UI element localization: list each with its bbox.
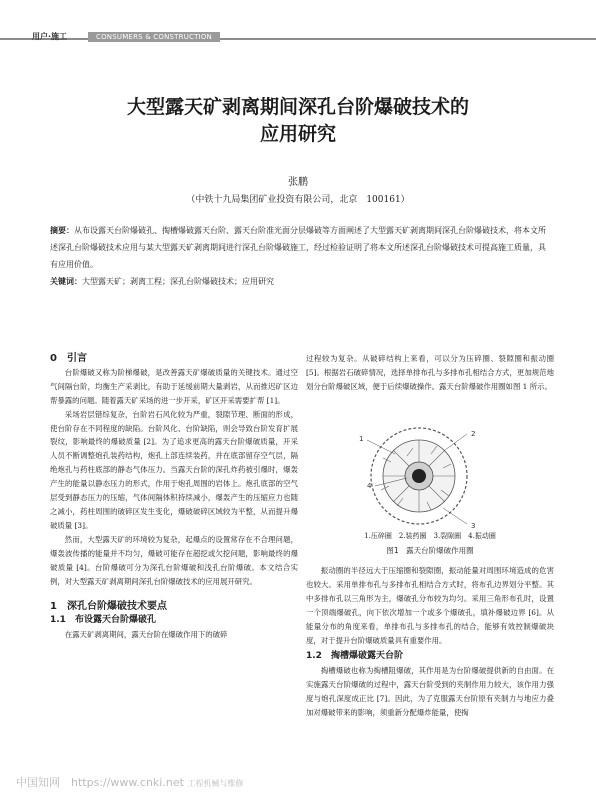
paragraph: 过程较为复杂。从破碎结构上来看，可以分为压碎圈、裂隙圈和振动圈 [5]。根据岩石破碎情况，选择单排布孔与多排布孔相结合方式，更加规范地划分台阶爆破区域，便于后续爆破操作。露天台阶爆破作用圈如图 1 所示。 [306,354,554,391]
author: 张鹏 [288,177,308,188]
section-1-1-heading: 1.1 布设露天台阶爆破孔 [50,615,156,626]
figure-caption: 图1 露天台阶爆破作用圈 [386,546,474,555]
left-column [50,352,298,642]
keywords-text: 大型露天矿；剥离工程；深孔台阶爆破技术；应用研究 [82,277,274,286]
page-header [0,0,596,50]
figure-label-3: 3 [471,522,476,530]
keywords-label: 关键词： [50,277,82,286]
section-1-2-heading: 1.2 掏槽爆破露天台阶 [306,651,403,662]
affiliation: （中铁十九局集团矿业投资有限公司，北京 100161） [186,195,410,205]
figure-drawing [367,428,467,524]
right-column-top [306,352,554,394]
section-1-heading: 1 深孔台阶爆破技术要点 [50,601,167,613]
paper-title-line2: 应用研究 [259,123,336,145]
journal-name: 工程机械与维修 [187,779,244,788]
figure-label-4: 4 [367,482,372,490]
paragraph: 采场岩层错综复杂，台阶岩石风化较为严重，裂隙节理、断面的形成，使台阶存在不同程度的缺陷。台阶风化、台阶缺陷，则会导致台阶发育扩展裂纹，影响最终的爆破质量 [2]。为了追求更高的露天台阶爆破质量，开采人员不断调整炮孔装药结构，炮孔上部连续装药，并在底部留存空气层，隔绝炮孔与药柱底部的静态气体压力。当露天台阶的深孔炸药被引爆时，爆轰产生的能量以静态压力的形式，作用于炮孔周围的岩体上。炮孔底部的空气层受到静态压力的压缩，气体间隔体积持续减小，爆轰产生的压缩应力也随之减小，药柱周围的破碎区发生变化，爆破破碎区域较为平整，从而提升爆破质量 [3]。 [50,409,298,530]
figure-label-2: 2 [471,430,476,438]
paragraph: 掏槽爆破也称为掏槽阻爆破，其作用是为台阶爆破提供新的自由面。在实施露天台阶爆破的过程中，露天台阶受到的夹制作用力较大，该作用力强度与炮孔深度成正比 [7]。因此，为了克服露天台阶原有夹制力与地应力叠加对爆破带来的影响，须重新分配爆炸能量，使掏 [306,666,554,718]
keywords [50,273,550,290]
abstract-text: 从布设露天台阶爆破孔、掏槽爆破露天台阶、露天台阶准光面分层爆破等方面阐述了大型露天矿剥离期间深孔台阶爆破技术，将本文所述深孔台阶爆破技术应用与某大型露天矿剥离期间进行深孔台阶爆破施工，经过检验证明了将本文所述深孔台阶爆破技术可提高施工质量，具有应用价值。 [50,226,546,269]
paper-title-line1: 大型露天矿剥离期间深孔台阶爆破技术的 [126,96,469,118]
header-section-en: CONSUMERS & CONSTRUCTION [88,32,220,42]
figure-legend: 1.压碎圈 2.装药圈 3.裂隙圈 4.振动圈 [364,532,496,540]
abstract [50,222,550,273]
blast-zone-figure [347,426,507,531]
figure-label-1: 1 [359,435,364,443]
right-column-bottom [306,564,554,720]
paragraph: 振动圈的半径远大于压缩圈和裂隙圈，振动能量对周围环境造成的危害也较大。采用单排布孔与多排布孔相结合方式时，将布孔边界划分平整。其中多排布孔以三角形为主，爆破孔分布较为均匀。采用三角形布孔时，设置一个顶端爆破孔，向下依次增加一个或多个爆破孔，填补爆破边界 [6]。从能量分布的角度来看，单排布孔与多排布孔的结合，能够有效控制爆破块度，对于提升台阶爆破质量具有重要作用。 [306,566,554,645]
section-0-heading: 0 引言 [50,353,87,364]
abstract-block [50,222,550,290]
paragraph: 然而，大型露天矿的环境较为复杂，起爆点的设置常存在不合理问题，爆轰波传播的能量并不均匀，爆破可能存在超挖或欠挖问题，影响最终的爆破质量 [4]。台阶爆破可分为深孔台阶爆破和浅孔台阶爆破。本文结合实例，对大型露天矿剥离期间深孔台阶爆破技术的应用展开研究。 [50,534,298,586]
footer-watermark [16,774,243,790]
watermark-text: 中国知网 https://www.cnki.net [16,776,184,789]
header-section-cn: 用户·施工 [32,32,68,41]
paragraph: 在露天矿剥离期间，露天台阶在爆破作用下的破碎 [64,630,228,640]
paragraph: 台阶爆破又称为阶梯爆破，是改善露天矿爆破质量的关键技术。通过空气间隔台阶，均衡生产采剥比，有助于延缓前期大量剥岩，从而推迟矿区边帮暴露的问题。随着露天矿采场的进一步开采，矿区开采需要扩帮 [1]。 [50,367,298,405]
abstract-label: 摘要： [50,226,74,235]
